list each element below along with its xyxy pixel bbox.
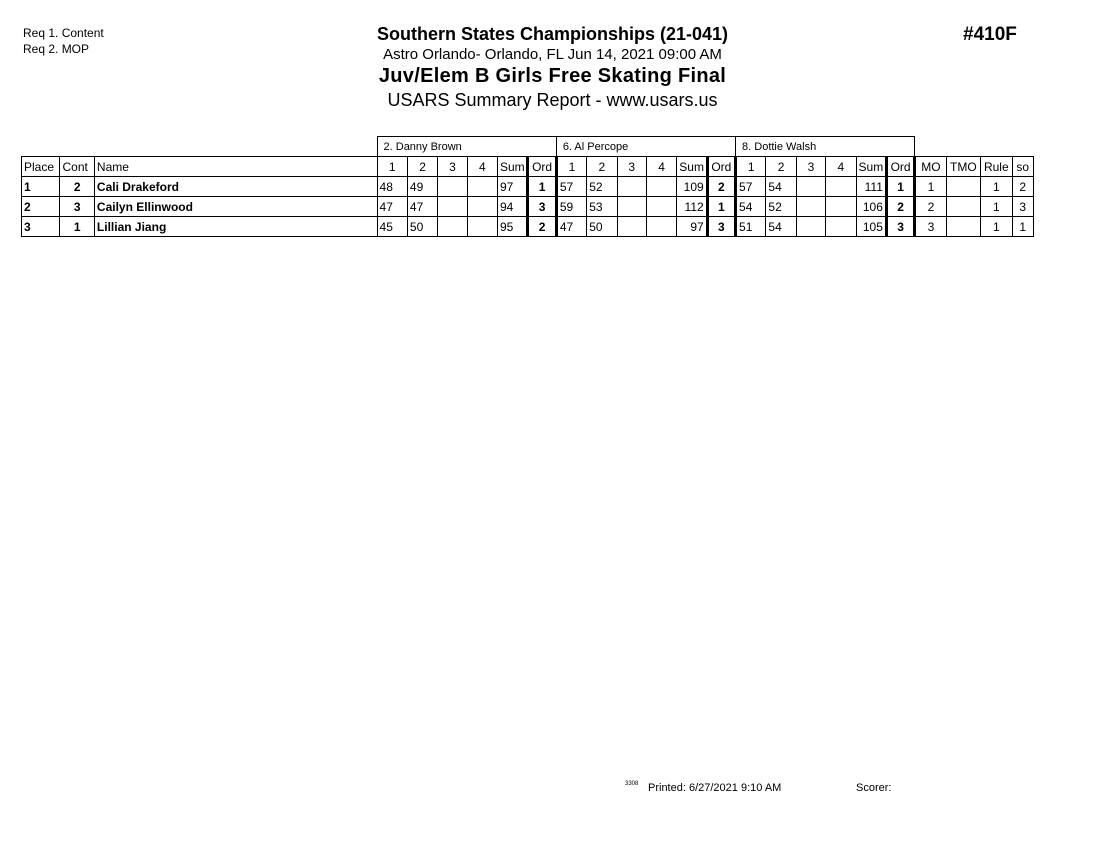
col-tmo: TMO: [946, 157, 980, 177]
col-j1-s2: 2: [407, 157, 437, 177]
tmo-cell: [946, 197, 980, 217]
score-cell: [796, 217, 825, 237]
sum-cell: 94: [498, 197, 528, 217]
score-cell: [646, 217, 676, 237]
score-cell: 51: [736, 217, 766, 237]
ordinal-cell: 3: [528, 197, 556, 217]
cont-cell: 1: [60, 217, 94, 237]
score-cell: 47: [377, 197, 407, 217]
score-cell: 45: [377, 217, 407, 237]
score-cell: 47: [556, 217, 586, 237]
skater-name: Cali Drakeford: [94, 177, 377, 197]
col-j2-s2: 2: [587, 157, 617, 177]
so-cell: 3: [1012, 197, 1034, 217]
table-row: [22, 197, 1034, 217]
score-cell: 57: [556, 177, 586, 197]
score-cell: [438, 177, 467, 197]
col-j3-s2: 2: [766, 157, 796, 177]
score-cell: 49: [407, 177, 437, 197]
col-j1-s1: 1: [377, 157, 407, 177]
score-cell: [438, 217, 467, 237]
col-j3-s3: 3: [796, 157, 825, 177]
score-cell: 57: [736, 177, 766, 197]
col-cont: Cont: [60, 157, 94, 177]
col-j3-s1: 1: [736, 157, 766, 177]
so-cell: 1: [1012, 217, 1034, 237]
col-j2-ord: Ord: [707, 157, 735, 177]
sum-cell: 97: [677, 217, 707, 237]
event-title: Juv/Elem B Girls Free Skating Final: [378, 65, 727, 87]
score-cell: [617, 177, 646, 197]
col-so: so: [1012, 157, 1034, 177]
rule-cell: 1: [981, 197, 1012, 217]
sum-cell: 97: [498, 177, 528, 197]
score-cell: [467, 197, 497, 217]
score-cell: [646, 177, 676, 197]
score-cell: 54: [766, 217, 796, 237]
sum-cell: 106: [856, 197, 886, 217]
score-cell: 54: [766, 177, 796, 197]
sum-cell: 109: [677, 177, 707, 197]
mo-cell: 2: [915, 197, 946, 217]
table-row: [22, 217, 1034, 237]
place-cell: 1: [22, 177, 60, 197]
so-cell: 2: [1012, 177, 1034, 197]
sum-cell: 95: [498, 217, 528, 237]
score-cell: [467, 177, 497, 197]
ordinal-cell: 1: [886, 177, 914, 197]
col-j2-s1: 1: [556, 157, 586, 177]
sum-cell: 111: [856, 177, 886, 197]
score-cell: 53: [587, 197, 617, 217]
requirement-1: Req 1. Content: [23, 26, 104, 40]
printed-timestamp: Printed: 6/27/2021 9:10 AM: [648, 782, 782, 794]
judge-1-name: 2. Danny Brown: [377, 137, 556, 157]
col-j3-sum: Sum: [856, 157, 886, 177]
sum-cell: 112: [677, 197, 707, 217]
score-cell: 47: [407, 197, 437, 217]
ordinal-cell: 1: [707, 197, 735, 217]
score-cell: 50: [407, 217, 437, 237]
mo-cell: 1: [915, 177, 946, 197]
score-cell: [438, 197, 467, 217]
event-number: #410F: [963, 24, 1017, 45]
skater-name: Cailyn Ellinwood: [94, 197, 377, 217]
skater-name: Lillian Jiang: [94, 217, 377, 237]
score-cell: 50: [587, 217, 617, 237]
score-cell: [617, 197, 646, 217]
col-j3-ord: Ord: [886, 157, 914, 177]
col-j1-sum: Sum: [498, 157, 528, 177]
ordinal-cell: 2: [707, 177, 735, 197]
col-name: Name: [94, 157, 377, 177]
score-cell: [646, 197, 676, 217]
judge-3-name: 8. Dottie Walsh: [736, 137, 915, 157]
col-rule: Rule: [981, 157, 1012, 177]
score-cell: [826, 217, 856, 237]
ordinal-cell: 2: [528, 217, 556, 237]
col-j2-s4: 4: [646, 157, 676, 177]
tmo-cell: [946, 217, 980, 237]
sum-cell: 105: [856, 217, 886, 237]
ordinal-cell: 2: [886, 197, 914, 217]
score-cell: [796, 197, 825, 217]
score-cell: 48: [377, 177, 407, 197]
col-j3-s4: 4: [826, 157, 856, 177]
judge-2-name: 6. Al Percope: [556, 137, 735, 157]
cont-cell: 2: [60, 177, 94, 197]
col-j2-sum: Sum: [677, 157, 707, 177]
ordinal-cell: 1: [528, 177, 556, 197]
rule-cell: 1: [981, 177, 1012, 197]
score-cell: [826, 197, 856, 217]
cont-cell: 3: [60, 197, 94, 217]
score-cell: 52: [587, 177, 617, 197]
results-table: [21, 136, 1034, 237]
col-j1-s4: 4: [467, 157, 497, 177]
ordinal-cell: 3: [886, 217, 914, 237]
col-j2-s3: 3: [617, 157, 646, 177]
col-mo: MO: [915, 157, 946, 177]
competition-title: Southern States Championships (21-041): [376, 24, 729, 44]
column-header-row: [22, 157, 1034, 177]
judges-header-row: [22, 137, 1034, 157]
ordinal-cell: 3: [707, 217, 735, 237]
place-cell: 2: [22, 197, 60, 217]
score-cell: 59: [556, 197, 586, 217]
score-cell: 54: [736, 197, 766, 217]
score-cell: [467, 217, 497, 237]
score-cell: [617, 217, 646, 237]
score-cell: [826, 177, 856, 197]
score-cell: 52: [766, 197, 796, 217]
tmo-cell: [946, 177, 980, 197]
col-place: Place: [22, 157, 60, 177]
place-cell: 3: [22, 217, 60, 237]
score-cell: [796, 177, 825, 197]
requirement-2: Req 2. MOP: [23, 42, 90, 56]
col-j1-ord: Ord: [528, 157, 556, 177]
footer-code: 3308: [625, 781, 639, 787]
venue-date: Astro Orlando- Orlando, FL Jun 14, 2021 09:00 AM: [383, 46, 722, 63]
col-j1-s3: 3: [438, 157, 467, 177]
scorer-label: Scorer:: [856, 782, 892, 794]
rule-cell: 1: [981, 217, 1012, 237]
mo-cell: 3: [915, 217, 946, 237]
table-row: [22, 177, 1034, 197]
report-subtitle: USARS Summary Report - www.usars.us: [387, 90, 718, 110]
